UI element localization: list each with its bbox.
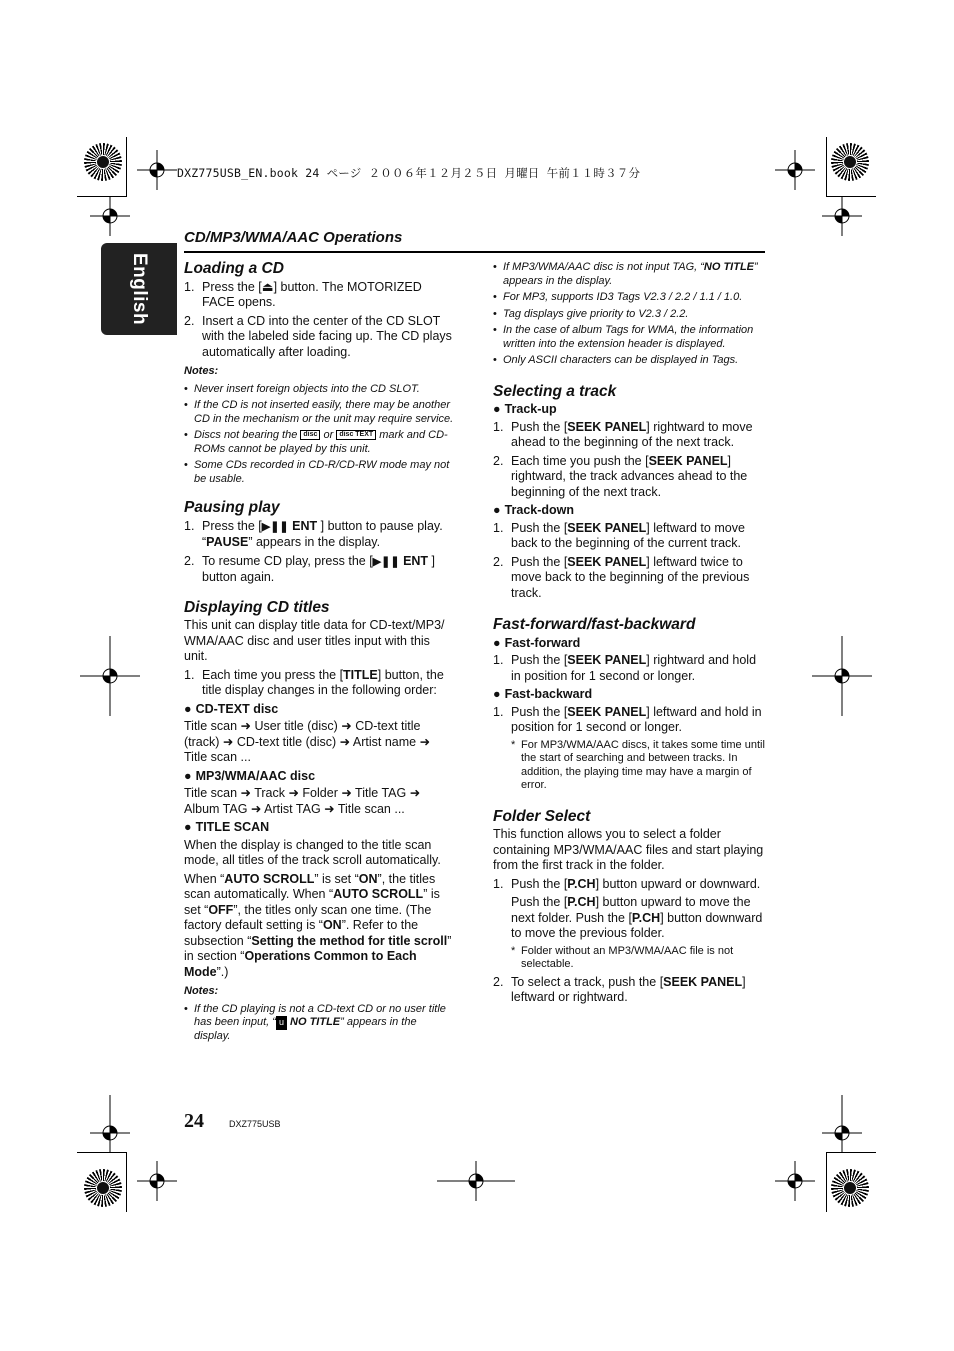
title-scan-label: ● TITLE SCAN xyxy=(184,820,454,836)
pausing-steps xyxy=(184,519,454,586)
folder-intro: This function allows you to select a folder containing MP3/WMA/AAC files and start playing from the first track in the folder. xyxy=(493,827,764,872)
titles-heading: Displaying CD titles xyxy=(184,598,330,616)
note-item: • If MP3/WMA/AAC disc is not input TAG, “NO TITLE” appears in the display. xyxy=(493,261,765,288)
cdtext-label: ● CD-TEXT disc xyxy=(184,702,454,718)
mp3-sequence: Title scan ➜ Track ➜ Folder ➜ Title TAG ➜ Album TAG ➜ Artist TAG ➜ Title scan ... xyxy=(184,786,421,816)
mp3-label: ● MP3/WMA/AAC disc xyxy=(184,769,454,785)
fast-forward-label: ● Fast-forward xyxy=(493,636,765,652)
note-item: • Never insert foreign objects into the CD SLOT. xyxy=(184,383,454,397)
list-item: 2. Push the [SEEK PANEL] leftward twice to move back to the beginning of the previous track. xyxy=(493,554,750,600)
note-item: • Tag displays give priority to V2.3 / 2.2. xyxy=(493,308,765,322)
list-item: 2. To resume CD play, press the [▶❚❚ ENT ] button again. xyxy=(184,553,436,584)
print-header: DXZ775USB_EN.book 24 ページ ２００６年１２月２５日 月曜日 午前１１時３７分 xyxy=(177,166,641,180)
note-item: • Some CDs recorded in CD-R/CD-RW mode may not be usable. xyxy=(184,459,454,486)
notes-label: Notes: xyxy=(184,985,219,997)
folder-subnote: * Folder without an MP3/WMA/AAC file is not selectable. xyxy=(493,945,765,972)
note-item: • If the CD is not inserted easily, there may be another CD in the mechanism or the unit may require service. xyxy=(184,399,454,426)
list-item: 1. Press the [▶❚❚ ENT ] button to pause play. “PAUSE” appears in the display. xyxy=(184,518,443,549)
ent-label: ENT xyxy=(292,518,318,533)
left-column xyxy=(184,261,454,1046)
titles-steps xyxy=(184,668,454,699)
folder-steps xyxy=(493,877,765,942)
auto-scroll-text: When “AUTO SCROLL” is set “ON”, the titles scan automatically. When “AUTO SCROLL” is set “OFF”, the titles only scan one time. (The factory default setting is “ON”. Refer to the subsection “Setting the method for title scroll” in section “Operations Common to Each Mode”.) xyxy=(184,871,452,979)
model-label: DXZ775USB xyxy=(229,1119,281,1129)
page-number: 24 xyxy=(184,1110,204,1132)
language-tab-label: English xyxy=(129,252,150,326)
note-item: • If the CD playing is not a CD-text CD or no user title has been input, “ u NO TITLE” appears in the display. xyxy=(184,1003,454,1044)
cdtext-sequence: Title scan ➜ User title (disc) ➜ CD-text title (track) ➜ CD-text title (disc) ➜ Artist name ➜ Title scan ... xyxy=(184,719,431,764)
crosshair-icon xyxy=(90,1095,130,1153)
compact-disc-logo-icon: disc xyxy=(300,430,320,440)
ff-heading: Fast-forward/fast-backward xyxy=(493,616,696,633)
list-item: 2. Each time you push the [SEEK PANEL] rightward, the track advances ahead to the beginning of the next track. xyxy=(493,453,748,499)
section-title: CD/MP3/WMA/AAC Operations xyxy=(184,229,403,246)
list-item: 1. Push the [SEEK PANEL] leftward and hold in position for 1 second or longer. xyxy=(493,704,762,734)
note-item: • For MP3, supports ID3 Tags V2.3 / 2.2 / 1.1 / 1.0. xyxy=(493,291,765,305)
fast-forward-steps xyxy=(493,653,765,684)
list-item: 1. Push the [SEEK PANEL] rightward and hold in position for 1 second or longer. xyxy=(493,653,757,683)
pausing-heading: Pausing play xyxy=(184,499,280,516)
language-tab xyxy=(101,243,177,335)
selecting-heading: Selecting a track xyxy=(493,382,617,400)
user-title-icon: u xyxy=(276,1016,287,1030)
list-item: 1. Press the [⏏] button. The MOTORIZED FACE opens. xyxy=(184,279,422,309)
list-item: 2. Insert a CD into the center of the CD SLOT with the labeled side facing up. The CD plays automatically after loading. xyxy=(184,313,452,359)
folder-step-detail: Push the [P.CH] button upward to move the next folder. Push the [P.CH] button downward to move the previous folder. xyxy=(511,895,763,940)
fast-backward-steps xyxy=(493,705,765,736)
ent-label: ENT xyxy=(403,553,429,568)
crosshair-icon xyxy=(822,1095,862,1153)
loading-steps xyxy=(184,280,454,361)
note-item: • Discs not bearing the disc or disc TEXT mark and CD-ROMs cannot be played by this unit. xyxy=(184,429,454,456)
list-item: 1. Each time you press the [TITLE] button, the title display changes in the following order: xyxy=(184,667,444,697)
play-pause-icon: ▶❚❚ xyxy=(261,520,289,533)
note-item: • In the case of album Tags for WMA, the information written into the extension header is displayed. xyxy=(493,324,765,351)
note-item: • Only ASCII characters can be displayed in Tags. xyxy=(493,354,765,368)
titles-intro: This unit can display title data for CD-text/MP3/ WMA/AAC disc and user titles input with this unit. xyxy=(184,618,445,663)
folder-steps-2 xyxy=(493,975,765,1006)
list-item: 1. Push the [SEEK PANEL] rightward to move ahead to the beginning of the next track. xyxy=(493,419,753,449)
compact-disc-text-logo-icon: disc TEXT xyxy=(336,430,376,440)
right-column xyxy=(493,261,765,1009)
list-item: 1. Push the [SEEK PANEL] leftward to move back to the beginning of the current track. xyxy=(493,520,745,550)
folder-heading: Folder Select xyxy=(493,807,591,825)
ff-subnote: * For MP3/WMA/AAC discs, it takes some time until the start of searching and between tracks. In addition, the playing time may have a margin of error. xyxy=(493,739,765,793)
track-up-steps xyxy=(493,420,765,501)
tag-notes xyxy=(493,261,765,368)
section-divider xyxy=(184,251,765,253)
play-pause-icon: ▶❚❚ xyxy=(372,555,400,568)
list-item: 2. To select a track, push the [SEEK PANEL] leftward or rightward. xyxy=(493,974,746,1004)
notes-label: Notes: xyxy=(184,365,219,377)
titles-notes xyxy=(184,1003,454,1044)
loading-heading: Loading a CD xyxy=(184,260,284,277)
loading-notes xyxy=(184,383,454,487)
list-item: 1. Push the [P.CH] button upward or downward. Push the [P.CH] button upward to move the next folder. Push the [P.CH] button downward to move the previous folder. xyxy=(493,877,765,942)
eject-icon: ⏏ xyxy=(261,279,274,294)
track-up-label: ● Track-up xyxy=(493,402,765,418)
track-down-steps xyxy=(493,521,765,602)
track-down-label: ● Track-down xyxy=(493,503,765,519)
title-scan-text: When the display is changed to the title scan mode, all titles of the track scroll automatically. xyxy=(184,837,441,867)
fast-backward-label: ● Fast-backward xyxy=(493,687,765,703)
